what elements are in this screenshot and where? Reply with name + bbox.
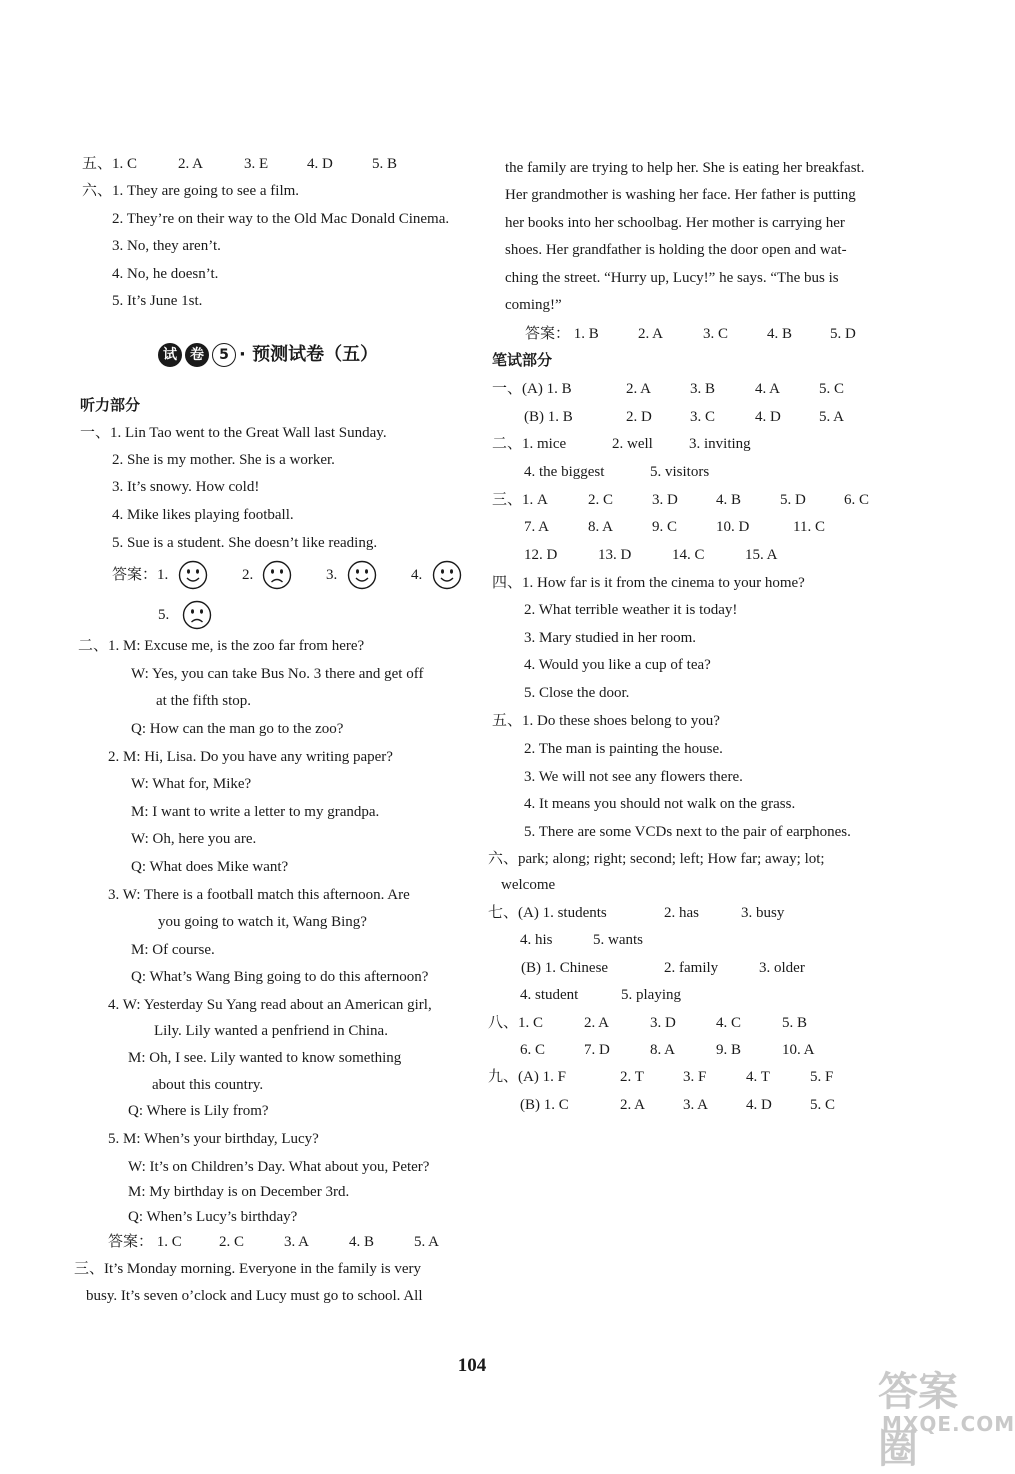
written-answer-row-b2-0: (B) 1. Chinese <box>521 960 609 976</box>
part2-dialogue-line: M: My birthday is on December 3rd. <box>128 1184 350 1200</box>
written-answer-row4-5: 6. C <box>844 492 870 508</box>
written-answer-row2-1: 2. well <box>612 436 653 452</box>
part6-line: 六、park; along; right; second; left; How far; away; lot; <box>488 851 825 867</box>
written-answer-row-b5-2: 8. A <box>650 1042 676 1058</box>
written-answer-row-b6-1: 2. T <box>620 1069 644 1085</box>
answer-row-s5-4: 5. B <box>372 156 398 172</box>
title-circled-glyph: 5 <box>212 343 236 367</box>
written-answer-row-b1-1: 5. wants <box>593 932 643 948</box>
written-answer-row3-1: 5. visitors <box>650 464 710 480</box>
section6-line: 六、1. They are going to see a film. <box>82 183 300 199</box>
part1-answer-number: 5. <box>158 607 170 623</box>
smiley-face-icon <box>178 560 208 590</box>
written-answer-row2-2: 3. inviting <box>689 436 751 452</box>
written-answer-row-b7-1: 2. A <box>620 1097 646 1113</box>
written-answer-row0-4: 5. C <box>819 381 845 397</box>
part4-line: 四、1. How far is it from the cinema to your home? <box>492 575 805 591</box>
written-answer-row6-2: 14. C <box>672 547 705 563</box>
part3-passage-line: the family are trying to help her. She is eating her breakfast. <box>505 160 865 176</box>
written-answer-row-b2-1: 2. family <box>664 960 719 976</box>
written-answer-row5-2: 9. C <box>652 519 678 535</box>
written-answer-row-b7-2: 3. A <box>683 1097 709 1113</box>
written-answer-row-b6-4: 5. F <box>810 1069 834 1085</box>
written-answer-row0-2: 3. B <box>690 381 716 397</box>
part3-passage-line: shoes. Her grandfather is holding the door open and wat- <box>505 242 847 258</box>
part5-line: 4. It means you should not walk on the grass. <box>524 796 796 812</box>
written-answer-row4-4: 5. D <box>780 492 806 508</box>
part1-answers-label: 答案：1. <box>112 567 169 583</box>
written-answer-row2-0: 二、1. mice <box>492 436 567 452</box>
written-answer-row6-1: 13. D <box>598 547 632 563</box>
part5-line: 五、1. Do these shoes belong to you? <box>492 713 720 729</box>
part2-dialogue-line: M: Oh, I see. Lily wanted to know something <box>128 1050 402 1066</box>
part1-answer-number: 4. <box>411 567 423 583</box>
written-answer-row4-3: 4. B <box>716 492 742 508</box>
part3-answer-2: 3. C <box>703 326 729 342</box>
written-answer-row-b0-2: 3. busy <box>741 905 785 921</box>
written-answer-row-b2-2: 3. older <box>759 960 805 976</box>
part1-line: 3. It’s snowy. How cold! <box>112 479 260 495</box>
section6-line: 2. They’re on their way to the Old Mac Donald Cinema. <box>112 211 450 227</box>
part2-dialogue-line: 4. W: Yesterday Su Yang read about an American girl, <box>108 997 432 1013</box>
written-answer-row-b4-2: 3. D <box>650 1015 676 1031</box>
part2-dialogue-line: Lily. Lily wanted a penfriend in China. <box>154 1023 388 1039</box>
part2-dialogue-line: Q: Where is Lily from? <box>128 1103 269 1119</box>
part2-dialogue-line: Q: What does Mike want? <box>131 859 289 875</box>
written-answer-row-b5-0: 6. C <box>520 1042 546 1058</box>
watermark-text: 答案圈 <box>878 1369 958 1472</box>
written-answer-row5-1: 8. A <box>588 519 614 535</box>
part1-line: 2. She is my mother. She is a worker. <box>112 452 335 468</box>
written-answer-row-b4-3: 4. C <box>716 1015 742 1031</box>
written-answer-row4-0: 三、1. A <box>492 492 548 508</box>
written-answer-row1-1: 2. D <box>626 409 652 425</box>
written-answer-row0-1: 2. A <box>626 381 652 397</box>
written-answer-row-b1-0: 4. his <box>520 932 553 948</box>
part2-dialogue-line: W: Yes, you can take Bus No. 3 there and get off <box>131 666 424 682</box>
written-answer-row5-3: 10. D <box>716 519 750 535</box>
part2-dialogue-line: at the fifth stop. <box>156 693 251 709</box>
part5-line: 5. There are some VCDs next to the pair of earphones. <box>524 824 851 840</box>
part2-dialogue-line: about this country. <box>152 1077 264 1093</box>
part2-answer-4: 5. A <box>414 1234 440 1250</box>
title-circled-glyph: 试 <box>158 343 182 367</box>
part2-dialogue-line: Q: When’s Lucy’s birthday? <box>128 1209 298 1225</box>
part2-answer-2: 3. A <box>284 1234 310 1250</box>
part3-passage-line: 三、It’s Monday morning. Everyone in the family is very <box>74 1261 422 1277</box>
test-title <box>158 342 378 368</box>
written-answer-row-b6-0: 九、(A) 1. F <box>488 1069 566 1085</box>
part3-passage-line: Her grandmother is washing her face. Her father is putting <box>505 187 856 203</box>
part2-dialogue-line: Q: What’s Wang Bing going to do this afternoon? <box>131 969 429 985</box>
written-answer-row6-3: 15. A <box>745 547 778 563</box>
part4-line: 2. What terrible weather it is today! <box>524 602 738 618</box>
part2-answer-3: 4. B <box>349 1234 375 1250</box>
written-answer-row1-0: (B) 1. B <box>524 409 573 425</box>
part2-dialogue-line: W: It’s on Children’s Day. What about you, Peter? <box>128 1159 430 1175</box>
written-answer-row-b5-3: 9. B <box>716 1042 742 1058</box>
written-answer-row-b5-4: 10. A <box>782 1042 815 1058</box>
part4-line: 4. Would you like a cup of tea? <box>524 657 711 673</box>
written-answer-row1-3: 4. D <box>755 409 781 425</box>
part1-line: 5. Sue is a student. She doesn’t like reading. <box>112 535 378 551</box>
smiley-face-icon <box>432 560 462 590</box>
section6-line: 5. It’s June 1st. <box>112 293 203 309</box>
part2-dialogue-line: you going to watch it, Wang Bing? <box>158 914 367 930</box>
written-answer-row-b4-4: 5. B <box>782 1015 808 1031</box>
part3-passage-line: coming!” <box>505 297 562 313</box>
written-answer-row-b7-0: (B) 1. C <box>520 1097 569 1113</box>
written-answer-row4-1: 2. C <box>588 492 614 508</box>
answer-row-s5-1: 2. A <box>178 156 204 172</box>
part3-answer-4: 5. D <box>830 326 856 342</box>
smiley-face-icon <box>347 560 377 590</box>
written-answer-row-b3-0: 4. student <box>520 987 579 1003</box>
written-answer-row-b7-4: 5. C <box>810 1097 836 1113</box>
written-answer-row-b5-1: 7. D <box>584 1042 610 1058</box>
part2-dialogue-line: 2. M: Hi, Lisa. Do you have any writing paper? <box>108 749 393 765</box>
part2-dialogue-line: 二、1. M: Excuse me, is the zoo far from here? <box>78 638 365 654</box>
listening-section-heading: 听力部分 <box>80 396 141 414</box>
part2-dialogue-line: M: Of course. <box>131 942 215 958</box>
written-answer-row-b6-3: 4. T <box>746 1069 770 1085</box>
written-answer-row5-4: 11. C <box>793 519 825 535</box>
part2-dialogue-line: M: I want to write a letter to my grandpa. <box>131 804 380 820</box>
sad-face-icon <box>182 600 212 630</box>
written-answer-row6-0: 12. D <box>524 547 558 563</box>
written-answer-row4-2: 3. D <box>652 492 678 508</box>
answer-row-s5-2: 3. E <box>244 156 269 172</box>
part3-passage-line: busy. It’s seven o’clock and Lucy must go to school. All <box>86 1288 423 1304</box>
title-text: · 预测试卷（五） <box>239 344 379 365</box>
part1-answer-number: 2. <box>242 567 254 583</box>
part2-dialogue-line: W: What for, Mike? <box>131 776 252 792</box>
written-answer-row-b3-1: 5. playing <box>621 987 681 1003</box>
written-answer-row-b4-1: 2. A <box>584 1015 610 1031</box>
part3-answer-3: 4. B <box>767 326 793 342</box>
written-answer-row-b6-2: 3. F <box>683 1069 707 1085</box>
part3-answer-0: 答案： 1. B <box>525 326 599 342</box>
part5-line: 2. The man is painting the house. <box>524 741 723 757</box>
part2-answer-1: 2. C <box>219 1234 245 1250</box>
answer-row-s5-3: 4. D <box>307 156 333 172</box>
part4-line: 3. Mary studied in her room. <box>524 630 697 646</box>
part2-dialogue-line: Q: How can the man go to the zoo? <box>131 721 344 737</box>
written-answer-row5-0: 7. A <box>524 519 550 535</box>
written-answer-row3-0: 4. the biggest <box>524 464 605 480</box>
written-answer-row-b0-1: 2. has <box>664 905 699 921</box>
section6-line: 3. No, they aren’t. <box>112 238 221 254</box>
written-answer-row0-3: 4. A <box>755 381 781 397</box>
written-answer-row0-0: 一、(A) 1. B <box>492 381 572 397</box>
written-answer-row1-2: 3. C <box>690 409 716 425</box>
watermark-site: MXQE.COM <box>882 1412 1015 1436</box>
part3-answer-1: 2. A <box>638 326 664 342</box>
written-answer-row-b7-3: 4. D <box>746 1097 772 1113</box>
part2-answer-0: 答案： 1. C <box>108 1234 182 1250</box>
written-answer-row-b4-0: 八、1. C <box>488 1015 544 1031</box>
page-number: 104 <box>457 1355 487 1376</box>
watermark-logo <box>878 1360 1015 1472</box>
written-section-heading: 笔试部分 <box>492 351 553 369</box>
part5-line: 3. We will not see any flowers there. <box>524 769 743 785</box>
part2-dialogue-line: W: Oh, here you are. <box>131 831 257 847</box>
part1-line: 4. Mike likes playing football. <box>112 507 294 523</box>
section6-line: 4. No, he doesn’t. <box>112 266 219 282</box>
written-answer-row-b0-0: 七、(A) 1. students <box>488 905 607 921</box>
part1-line: 一、1. Lin Tao went to the Great Wall last Sunday. <box>80 425 387 441</box>
part3-passage-line: ching the street. “Hurry up, Lucy!” he says. “The bus is <box>505 270 839 286</box>
title-circled-glyph: 卷 <box>185 343 209 367</box>
part1-answer-number: 3. <box>326 567 338 583</box>
written-answer-row1-4: 5. A <box>819 409 845 425</box>
part6-line: welcome <box>501 877 556 893</box>
part3-passage-line: her books into her schoolbag. Her mother is carrying her <box>505 215 845 231</box>
sad-face-icon <box>262 560 292 590</box>
part4-line: 5. Close the door. <box>524 685 630 701</box>
part2-dialogue-line: 5. M: When’s your birthday, Lucy? <box>108 1131 319 1147</box>
part2-dialogue-line: 3. W: There is a football match this afternoon. Are <box>108 887 410 903</box>
answer-row-s5-0: 五、1. C <box>82 156 138 172</box>
